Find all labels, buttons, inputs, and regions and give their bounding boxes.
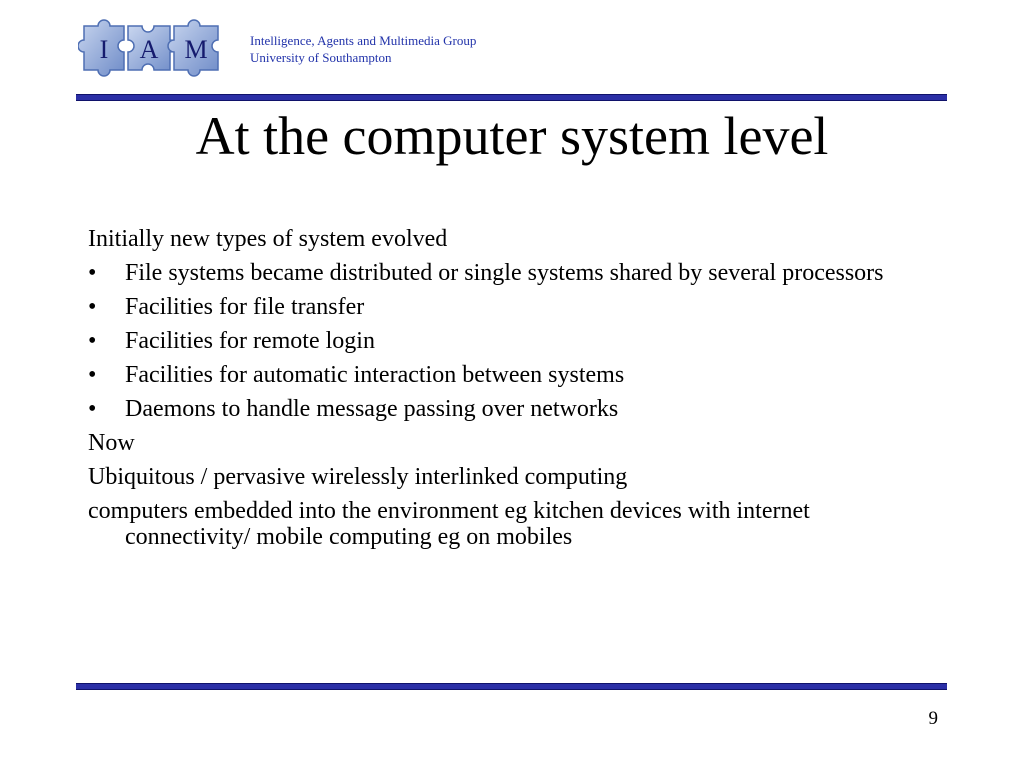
iam-logo: [78, 16, 228, 80]
bullet-text: Facilities for automatic interaction between systems: [125, 362, 625, 388]
ubiquitous-text: Ubiquitous / pervasive wirelessly interlinked computing: [88, 464, 628, 490]
bullet-icon: •: [88, 328, 97, 354]
slide-title: At the computer system level: [195, 106, 829, 166]
bullet-item: [88, 294, 928, 320]
bullet-icon: •: [88, 396, 97, 422]
logo-letter-i: I: [99, 35, 109, 64]
intro-text: Initially new types of system evolved: [88, 226, 448, 252]
organization-name: [250, 32, 476, 66]
logo-letter-m: M: [184, 35, 208, 64]
bullet-item: [88, 396, 928, 422]
now-label: Now: [88, 430, 135, 456]
bullet-item: [88, 260, 928, 286]
org-line-2: University of Southampton: [250, 50, 392, 65]
embedded-text: computers embedded into the environment eg kitchen devices with internet connectivity/ mobile computing eg on mobiles: [88, 498, 810, 550]
bullet-item: [88, 362, 928, 388]
bullet-icon: •: [88, 260, 97, 286]
page-number: 9: [928, 708, 938, 729]
logo-letter-a: A: [139, 35, 159, 64]
bullet-text: File systems became distributed or single systems shared by several processors: [125, 260, 884, 286]
bullet-icon: •: [88, 294, 97, 320]
puzzle-logo-icon: [78, 16, 228, 80]
slide-body: [88, 226, 928, 558]
org-line-1: Intelligence, Agents and Multimedia Group: [250, 33, 477, 48]
bullet-icon: •: [88, 362, 97, 388]
bullet-text: Facilities for file transfer: [125, 294, 365, 320]
bullet-text: Facilities for remote login: [125, 328, 375, 354]
bottom-divider: [76, 683, 947, 690]
bullet-text: Daemons to handle message passing over networks: [125, 396, 619, 422]
bullet-item: [88, 328, 928, 354]
